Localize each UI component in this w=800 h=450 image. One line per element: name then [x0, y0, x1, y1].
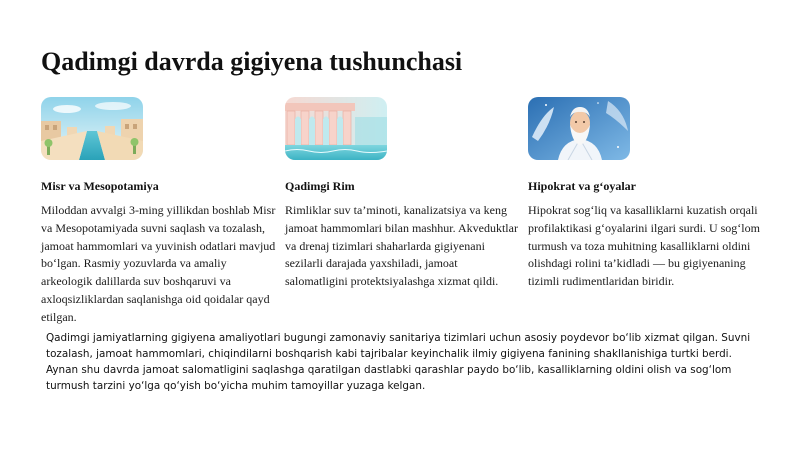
- column-heading: Misr va Mesopotamiya: [41, 179, 159, 193]
- column-hipokrat: [528, 97, 763, 291]
- column-text: Miloddan avvalgi 3-ming yillikdan boshlab Misr va Mesopotamiyada suvni saqlash va tozalash, jamoat hammomlari va yuvinish odatlari mavjud bo‘lgan. Rasmiy yozuvlarda va amaliy arkeologik dalillarda suv boshqaruvi va axloqsizliklardan saqlanishga oid qoidalar qayd etilgan.: [41, 203, 276, 324]
- column-rim: [285, 97, 520, 291]
- aqueduct-illustration-icon: [285, 97, 387, 160]
- column-heading: Hipokrat va g‘oyalar: [528, 179, 636, 193]
- slide-title: Qadimgi davrda gigiyena tushunchasi: [41, 47, 463, 76]
- column-text: Rimliklar suv ta’minoti, kanalizatsiya va keng jamoat hammomlari bilan mashhur. Akveduktlar va drenaj tizimlari shaharlarda gigiyenani sezilarli darajada yaxshiladi, jamoat salomatligini protektsiyalashga xizmat qildi.: [285, 203, 518, 289]
- summary-paragraph: Qadimgi jamiyatlarning gigiyena amaliyotlari bugungi zamonaviy sanitariya tizimlari uchun asosiy poydevor bo‘lib xizmat qilgan. Suvni tozalash, jamoat hammomlari, chiqindilarni boshqarish kabi tajribalar keyinchalik ilmiy gigiyena fanining shakllanishiga turtki berdi. Aynan shu davrda jamoat salomatligini saqlashga qaratilgan dastlabki qarashlar paydo bo‘lib, kasalliklarning oldini olish va sog‘lom turmush tarzini yo‘lga qo‘yish bo‘yicha muhim tamoyillar yuzaga kelgan.: [46, 332, 751, 392]
- column-misr: [41, 97, 276, 327]
- canal-city-illustration-icon: [41, 97, 143, 160]
- hippocrates-portrait-illustration-icon: [528, 97, 630, 160]
- column-heading: Qadimgi Rim: [285, 179, 355, 193]
- column-text: Hipokrat sog‘liq va kasalliklarni kuzatish orqali profilaktikasi g‘oyalarini ilgari surdi. U sog‘lom turmush va toza muhitning kasalliklarni oldini olishdagi rolini ta’kidladi — bu gigiyenaning tizimli rudimentlaridan biridir.: [528, 203, 760, 289]
